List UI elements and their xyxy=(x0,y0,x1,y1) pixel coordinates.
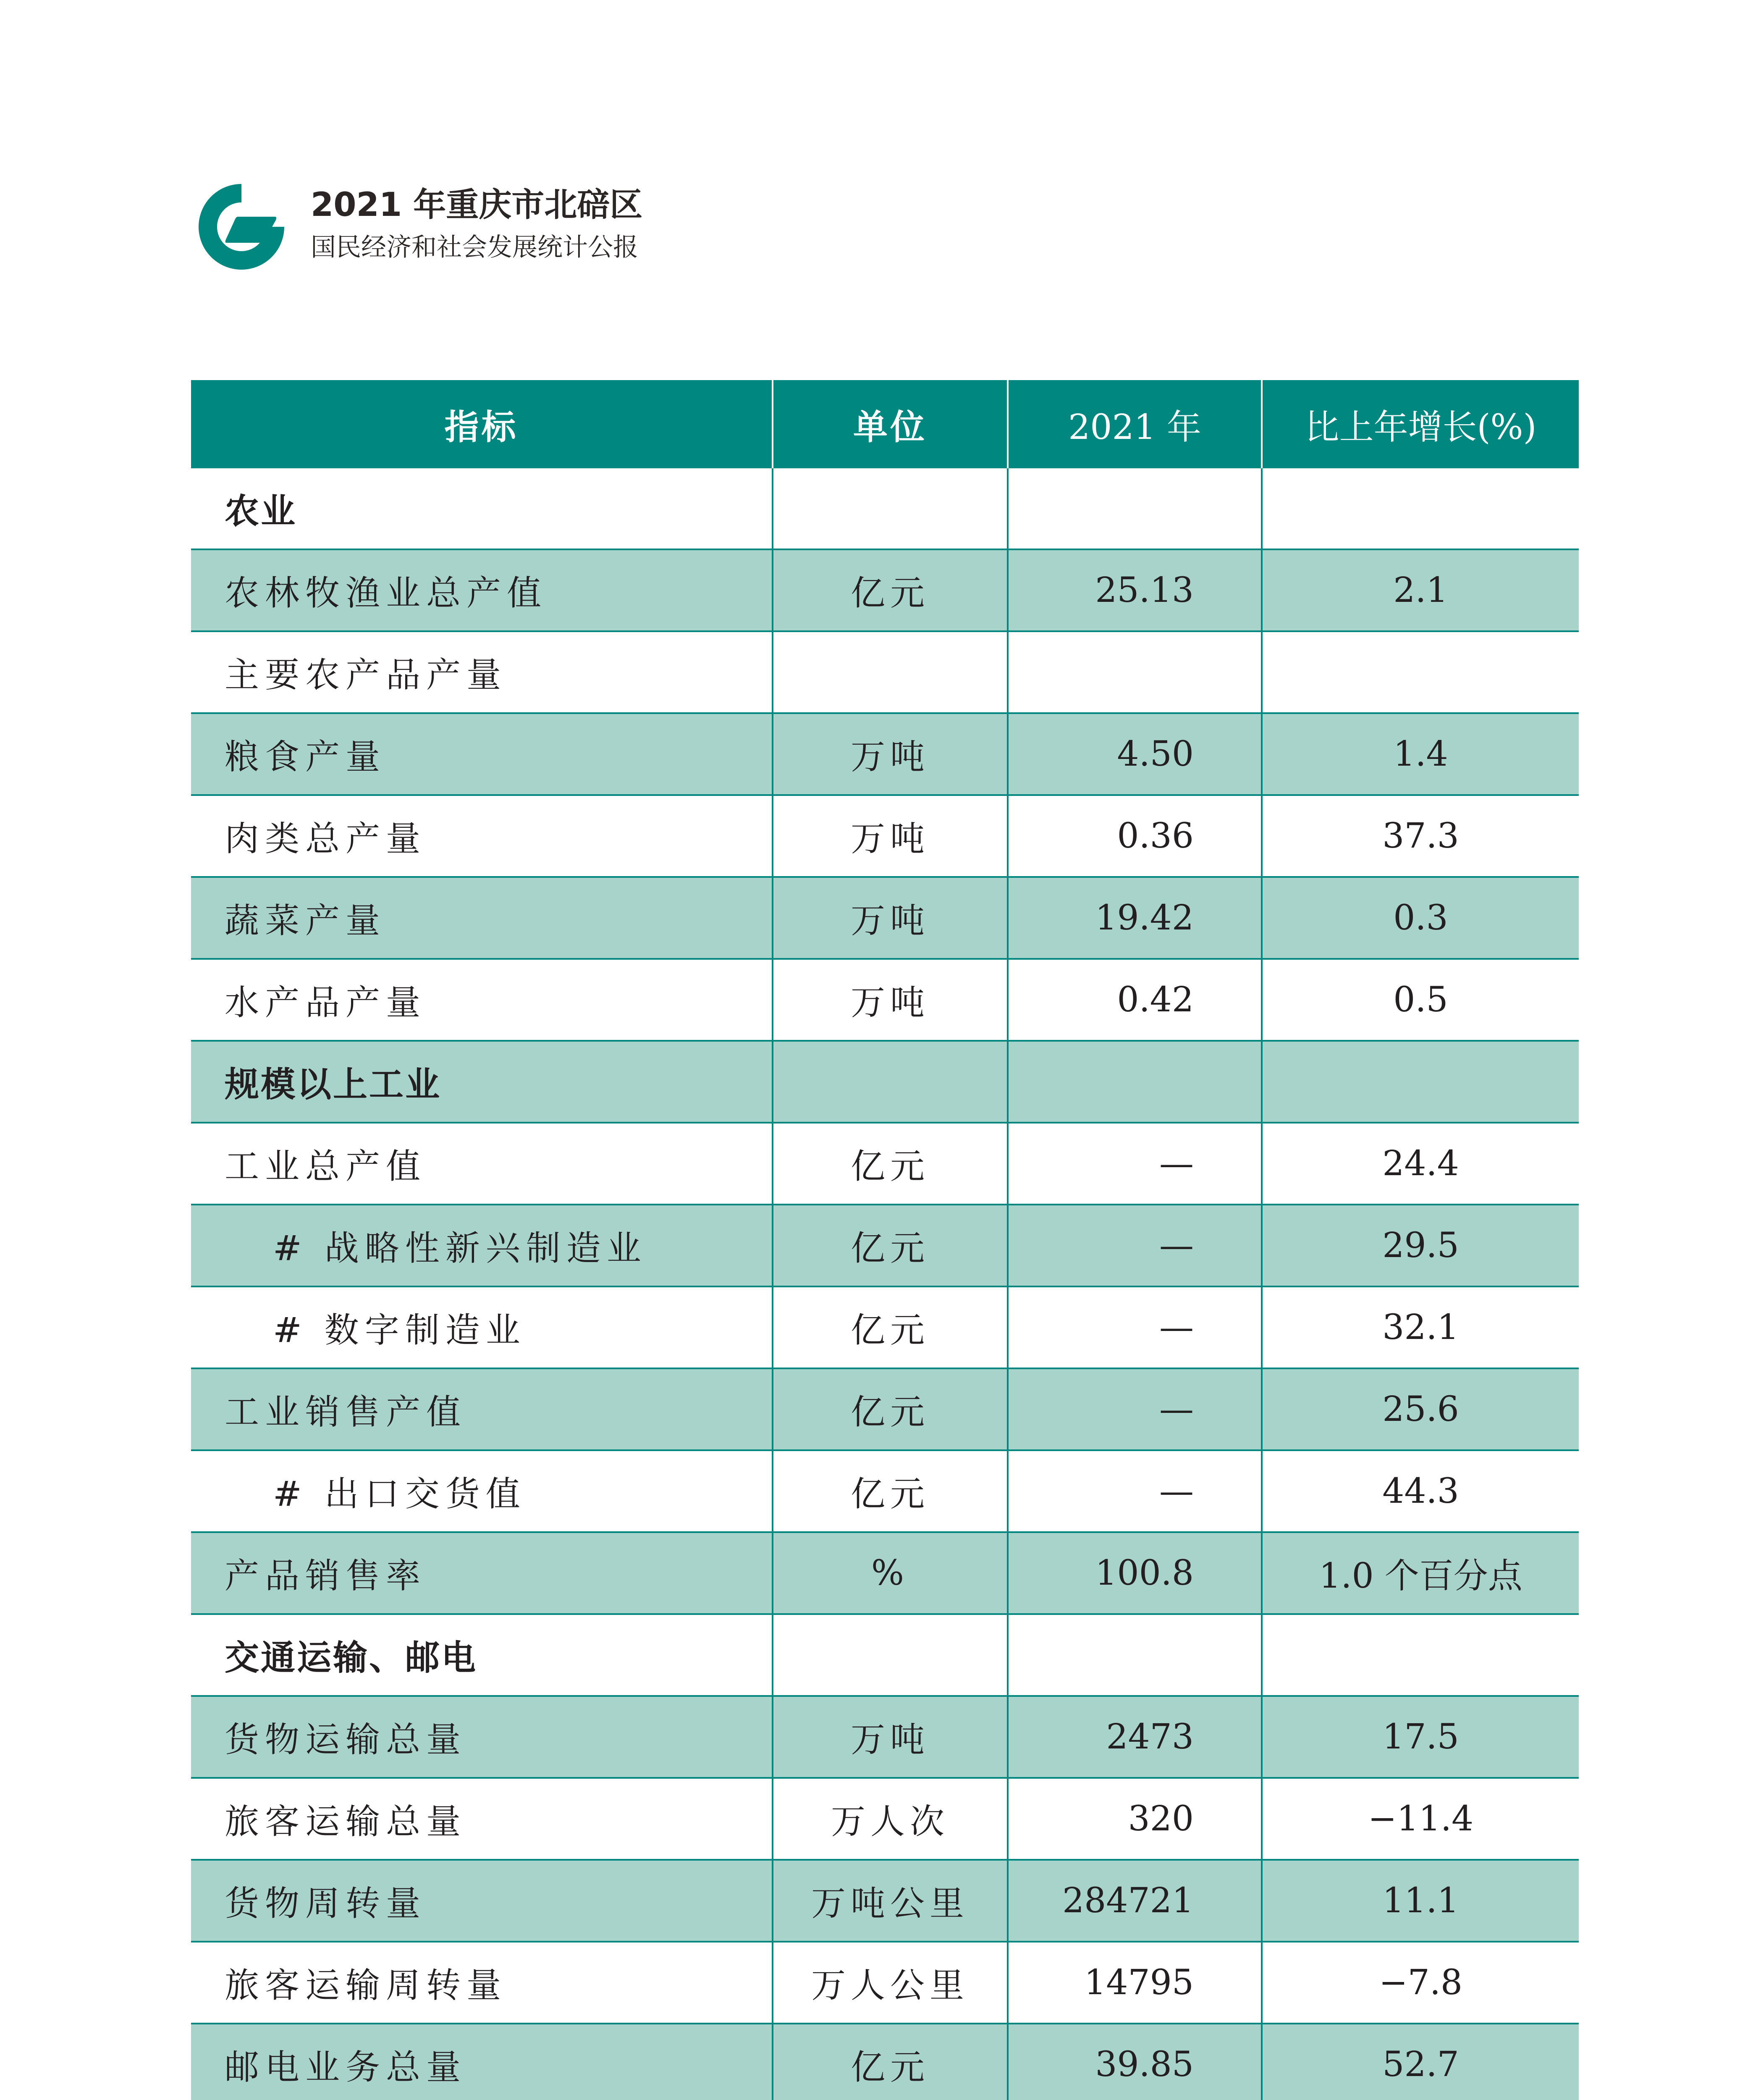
unit-cell: 亿元 xyxy=(773,1450,1008,1532)
growth-cell: −7.8 xyxy=(1262,1942,1579,2024)
unit-cell: 亿元 xyxy=(773,1368,1008,1450)
growth-cell: −11.4 xyxy=(1262,1778,1579,1860)
growth-cell: 24.4 xyxy=(1262,1123,1579,1205)
growth-cell: 44.3 xyxy=(1262,1450,1579,1532)
value-cell: — xyxy=(1008,1123,1262,1205)
indicator-cell: 农业 xyxy=(191,468,773,549)
column-header-unit: 单位 xyxy=(773,380,1008,468)
table-row xyxy=(191,1696,1579,1778)
growth-cell: 37.3 xyxy=(1262,795,1579,877)
growth-cell: 11.1 xyxy=(1262,1860,1579,1942)
growth-cell xyxy=(1262,468,1579,549)
indicator-cell: 货物周转量 xyxy=(191,1860,773,1942)
unit-cell xyxy=(773,1041,1008,1123)
table-section-row xyxy=(191,468,1579,549)
unit-cell: 亿元 xyxy=(773,1286,1008,1368)
value-cell: 4.50 xyxy=(1008,713,1262,795)
indicator-cell: 工业销售产值 xyxy=(191,1368,773,1450)
value-cell xyxy=(1008,1041,1262,1123)
table-section-row xyxy=(191,1041,1579,1123)
value-cell: 2473 xyxy=(1008,1696,1262,1778)
header-titles xyxy=(311,184,642,266)
value-cell: — xyxy=(1008,1368,1262,1450)
table-row xyxy=(191,1123,1579,1205)
table-row xyxy=(191,549,1579,631)
indicator-cell: 工业总产值 xyxy=(191,1123,773,1205)
table-row xyxy=(191,631,1579,713)
unit-cell: 万吨 xyxy=(773,877,1008,959)
unit-cell: 万吨公里 xyxy=(773,1860,1008,1942)
value-cell xyxy=(1008,631,1262,713)
page-subtitle: 国民经济和社会发展统计公报 xyxy=(311,233,638,262)
unit-cell: % xyxy=(773,1532,1008,1614)
value-cell: 19.42 xyxy=(1008,877,1262,959)
indicator-cell: 邮电业务总量 xyxy=(191,2024,773,2100)
value-cell: 0.36 xyxy=(1008,795,1262,877)
value-cell: 39.85 xyxy=(1008,2024,1262,2100)
page-title: 2021 年重庆市北碚区 xyxy=(311,186,643,224)
indicator-cell: 产品销售率 xyxy=(191,1532,773,1614)
unit-cell: 万吨 xyxy=(773,959,1008,1041)
unit-cell xyxy=(773,631,1008,713)
table-row xyxy=(191,795,1579,877)
indicator-cell: 蔬菜产量 xyxy=(191,877,773,959)
growth-cell: 1.4 xyxy=(1262,713,1579,795)
growth-cell xyxy=(1262,1041,1579,1123)
value-cell: 100.8 xyxy=(1008,1532,1262,1614)
growth-cell: 29.5 xyxy=(1262,1205,1579,1286)
indicator-cell: 规模以上工业 xyxy=(191,1041,773,1123)
value-cell: — xyxy=(1008,1450,1262,1532)
unit-cell xyxy=(773,468,1008,549)
growth-cell: 25.6 xyxy=(1262,1368,1579,1450)
indicator-cell: # 数字制造业 xyxy=(191,1286,773,1368)
growth-cell: 32.1 xyxy=(1262,1286,1579,1368)
indicator-cell: # 出口交货值 xyxy=(191,1450,773,1532)
indicator-cell: 交通运输、邮电 xyxy=(191,1614,773,1696)
table-row xyxy=(191,959,1579,1041)
table-row xyxy=(191,877,1579,959)
indicator-cell: 旅客运输总量 xyxy=(191,1778,773,1860)
value-cell xyxy=(1008,468,1262,549)
unit-cell xyxy=(773,1614,1008,1696)
growth-cell: 52.7 xyxy=(1262,2024,1579,2100)
table-row xyxy=(191,1205,1579,1286)
growth-cell: 0.3 xyxy=(1262,877,1579,959)
unit-cell: 万人公里 xyxy=(773,1942,1008,2024)
value-cell: 320 xyxy=(1008,1778,1262,1860)
column-header-year: 2021 年 xyxy=(1008,380,1262,468)
unit-cell: 亿元 xyxy=(773,549,1008,631)
growth-cell: 0.5 xyxy=(1262,959,1579,1041)
unit-cell: 万吨 xyxy=(773,1696,1008,1778)
growth-cell: 17.5 xyxy=(1262,1696,1579,1778)
table-row xyxy=(191,1368,1579,1450)
unit-cell: 万吨 xyxy=(773,713,1008,795)
indicator-cell: 水产品产量 xyxy=(191,959,773,1041)
statistics-logo-icon xyxy=(191,176,292,277)
table-section-row xyxy=(191,1614,1579,1696)
indicator-cell: 主要农产品产量 xyxy=(191,631,773,713)
unit-cell: 万吨 xyxy=(773,795,1008,877)
column-header-growth: 比上年增长(%) xyxy=(1262,380,1579,468)
value-cell: — xyxy=(1008,1205,1262,1286)
statistics-table xyxy=(191,380,1579,2100)
table-row xyxy=(191,1860,1579,1942)
indicator-cell: 货物运输总量 xyxy=(191,1696,773,1778)
value-cell: 284721 xyxy=(1008,1860,1262,1942)
unit-cell: 亿元 xyxy=(773,1123,1008,1205)
table-row xyxy=(191,1942,1579,2024)
unit-cell: 万人次 xyxy=(773,1778,1008,1860)
growth-cell xyxy=(1262,631,1579,713)
column-header-indicator: 指标 xyxy=(191,380,773,468)
value-cell: 25.13 xyxy=(1008,549,1262,631)
value-cell: 14795 xyxy=(1008,1942,1262,2024)
indicator-cell: 旅客运输周转量 xyxy=(191,1942,773,2024)
indicator-cell: 肉类总产量 xyxy=(191,795,773,877)
unit-cell: 亿元 xyxy=(773,1205,1008,1286)
table-header-row xyxy=(191,380,1579,468)
unit-cell: 亿元 xyxy=(773,2024,1008,2100)
table-row xyxy=(191,1778,1579,1860)
growth-cell: 1.0 个百分点 xyxy=(1262,1532,1579,1614)
value-cell: 0.42 xyxy=(1008,959,1262,1041)
indicator-cell: 农林牧渔业总产值 xyxy=(191,549,773,631)
table-row xyxy=(191,1532,1579,1614)
table-row xyxy=(191,2024,1579,2100)
table-row xyxy=(191,1286,1579,1368)
table-row xyxy=(191,1450,1579,1532)
growth-cell xyxy=(1262,1614,1579,1696)
value-cell: — xyxy=(1008,1286,1262,1368)
value-cell xyxy=(1008,1614,1262,1696)
table-body xyxy=(191,468,1579,2100)
indicator-cell: 粮食产量 xyxy=(191,713,773,795)
growth-cell: 2.1 xyxy=(1262,549,1579,631)
table-row xyxy=(191,713,1579,795)
indicator-cell: # 战略性新兴制造业 xyxy=(191,1205,773,1286)
